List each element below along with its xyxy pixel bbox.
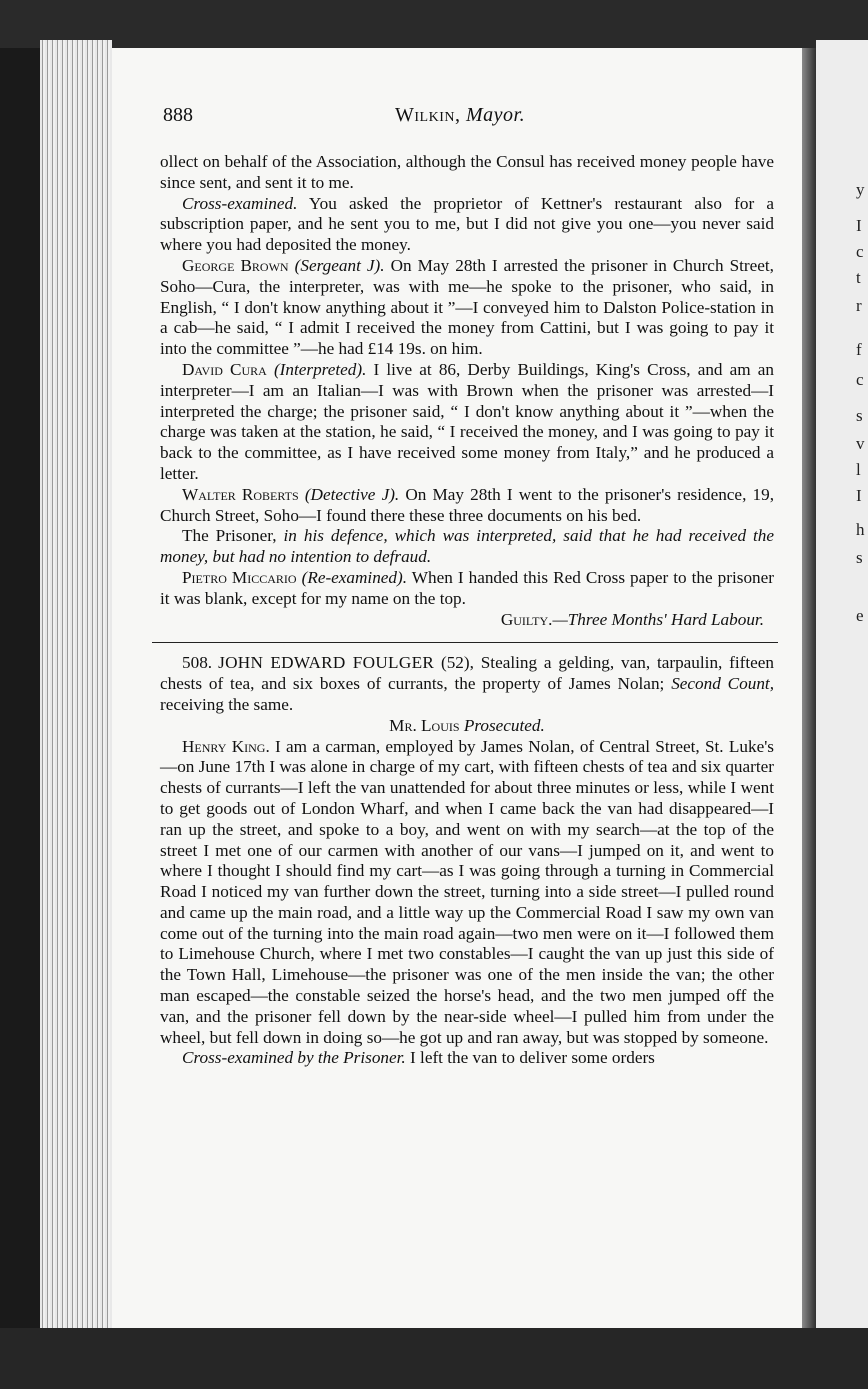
scan-top-shadow	[0, 0, 868, 48]
section-divider	[152, 642, 778, 643]
facing-page-char: r	[856, 296, 862, 315]
facing-page-char: c	[856, 242, 864, 261]
prosecutor-name: Mr. Louis	[389, 715, 460, 735]
testimony-walter-roberts	[160, 485, 774, 527]
facing-page-char: y	[856, 180, 865, 199]
witness-name: Pietro Miccario	[182, 567, 297, 587]
witness-role: (Sergeant J).	[294, 255, 385, 275]
testimony-text: On May 28th I arrested the prisoner in Church Street, Soho—Cura, the interpreter, was with me—he spoke to the prisoner, who said, in English, “ I don't know anything about it ”—I conveyed him to Dalston Police-station in a cab—he said, “ I admit I received the money from Cattini, but I was going to pay it into the committee ”—he had £14 19s. on him.	[160, 255, 774, 359]
prosecuted-label: Prosecuted.	[459, 715, 545, 735]
facing-page-char: l	[856, 460, 861, 479]
running-head	[395, 104, 525, 127]
paragraph-label: The Prisoner,	[182, 526, 277, 546]
facing-page-char: s	[856, 548, 863, 567]
witness-name: Henry King.	[182, 736, 270, 756]
defendant-age: (52),	[440, 653, 474, 673]
facing-page-char: h	[856, 520, 865, 539]
paragraph-text: I left the van to deliver some orders	[405, 1048, 655, 1068]
paragraph-text: ollect on behalf of the Association, although the Consul has received money people have since sent, and sent it to me.	[160, 152, 774, 192]
paragraph-continued	[160, 152, 774, 194]
witness-name: David Cura	[182, 359, 267, 379]
facing-page-char: I	[856, 216, 862, 235]
facing-page-char: I	[856, 486, 862, 505]
witness-name: Walter Roberts	[182, 484, 299, 504]
facing-page-char: s	[856, 406, 863, 425]
testimony-text: On May 28th I went to the prisoner's residence, 19, Church Street, Soho—I found there these three documents on his bed.	[160, 484, 774, 525]
verdict	[160, 610, 774, 631]
facing-page-char: v	[856, 434, 865, 453]
paragraph-label: Cross-examined.	[182, 193, 298, 213]
testimony-george-brown	[160, 256, 774, 360]
case-heading	[160, 653, 774, 715]
witness-role: (Interpreted).	[273, 359, 367, 379]
facing-page-char: c	[856, 370, 864, 389]
testimony-text: I am a carman, employed by James Nolan, of Central Street, St. Luke's—on June 17th I was alone in charge of my cart, with fifteen chests of tea and six quarter chests of currants—I left the van unattended for about three minutes or less, while I went to get goods out of London Wharf, and when I came back the van had disappeared—I ran up the street, and spoke to a boy, and went on with my search—at the top of the street I met one of our carmen with another of our vans—I jumped on it, and went to where I thought I should find my cart—as I was going through a turning in Commercial Road I noticed my van further down the street, turning into a side street—I pulled round and came up the main road, and a little way up the Commercial Road I saw my own van come out of the turning into the main road again—two men were on it—I followed them to Limehouse Church, where I met two constables—I caught the van up just this side of the Town Hall, Limehouse—the prisoner was one of the men inside the van; the other man escaped—the constable seized the horse's head, and the two men jumped off the van, and the prisoner fell down by the near-side wheel—I pulled him from under the wheel, but fell down in doing so—he got up and ran away, but was stopped by someone.	[160, 736, 774, 1047]
facing-page-char: t	[856, 268, 861, 287]
paragraph-text: in his defence, which was interpreted, said that he had received the money, but had no intention to defraud.	[160, 526, 774, 567]
prosecution-line	[160, 716, 774, 737]
facing-page-fragment	[816, 40, 868, 1340]
count-label: Second Count,	[671, 674, 775, 694]
paragraph-cross-examined	[160, 194, 774, 256]
testimony-pietro-miccario	[160, 568, 774, 610]
witness-name: George Brown	[182, 255, 289, 275]
count-text: receiving the same.	[160, 694, 294, 714]
body-text	[160, 152, 774, 1069]
testimony-text: When I handed this Red Cross paper to the prisoner it was blank, except for my name on the top.	[160, 567, 775, 608]
prisoner-defence	[160, 526, 774, 568]
running-head-title: Mayor.	[465, 104, 526, 126]
running-head-name: Wilkin,	[395, 104, 461, 126]
case-number: 508.	[182, 653, 213, 673]
verdict-label: Guilty.	[500, 609, 553, 629]
witness-role: (Re-examined).	[301, 567, 408, 587]
witness-role: (Detective J).	[304, 484, 400, 504]
verdict-sentence: —Three Months' Hard Labour.	[552, 609, 764, 629]
case-charge: Stealing a gelding, van, tarpaulin, fifteen chests of tea, and six boxes of currants, the property of James Nolan;	[160, 653, 775, 694]
book-gutter	[802, 48, 816, 1328]
facing-page-char: f	[856, 340, 862, 359]
paragraph-label: Cross-examined by the Prisoner.	[182, 1048, 406, 1068]
testimony-henry-king	[160, 737, 774, 1049]
facing-page-char: e	[856, 606, 864, 625]
book-page-edges	[40, 40, 112, 1330]
testimony-text: I live at 86, Derby Buildings, King's Cross, and am an interpreter—I am an Italian—I was with Brown when the prisoner was arrested—I interpreted the charge; the prisoner said, “ I don't know anything about it ”—when the charge was taken at the station, he said, “ I received the money, and I was going to pay it back to the committee, as I have received some money from Italy,” and he produced a letter.	[160, 359, 774, 483]
page-number: 888	[163, 104, 193, 126]
page-header	[163, 104, 773, 134]
scan-bottom-shadow	[0, 1328, 868, 1389]
defendant-name: JOHN EDWARD FOULGER	[218, 653, 435, 673]
testimony-david-cura	[160, 360, 774, 485]
cross-examination-by-prisoner	[160, 1048, 774, 1069]
paragraph-text: You asked the proprietor of Kettner's restaurant also for a subscription paper, and he sent you to me, but I did not give you one—you never said where you had deposited the money.	[160, 193, 774, 255]
